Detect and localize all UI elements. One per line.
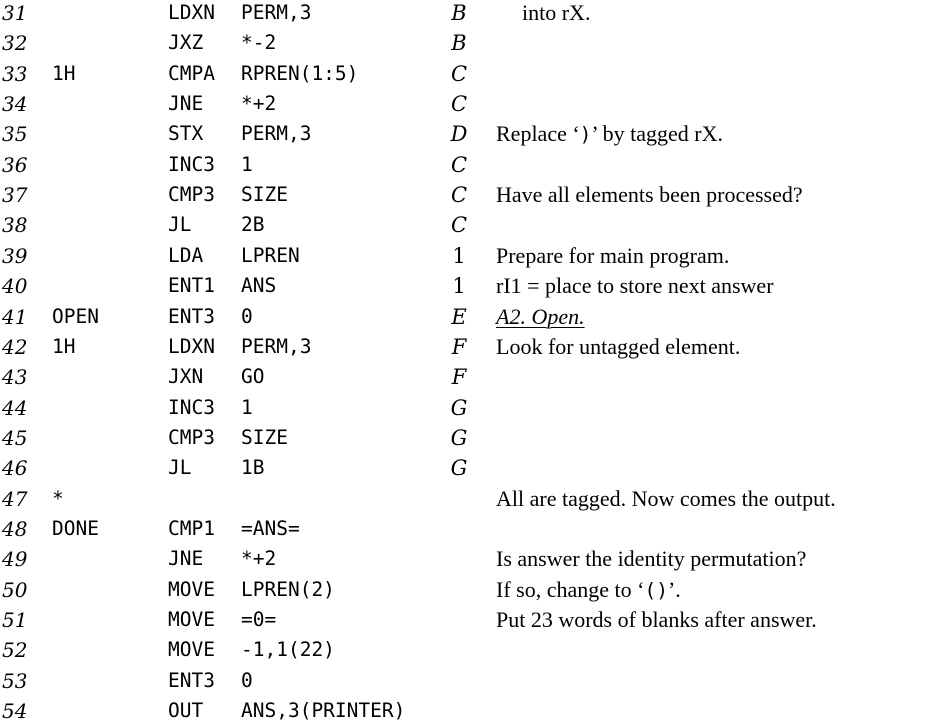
- remark-text: ’ by tagged rX.: [591, 121, 723, 147]
- line-number: 51: [2, 608, 28, 632]
- remark: Prepare for main program.: [496, 242, 730, 268]
- address-field: SIZE: [241, 425, 288, 449]
- code-line: [0, 393, 931, 423]
- code-line: [0, 453, 931, 483]
- address-field: PERM,3: [241, 122, 312, 146]
- line-number: 43: [2, 365, 28, 390]
- opcode: ENT1: [168, 274, 215, 298]
- opcode: JXN: [168, 365, 204, 389]
- address-field: LPREN: [241, 243, 300, 267]
- remark: Have all elements been processed?: [496, 182, 803, 208]
- code-line: [0, 119, 931, 149]
- line-number: 46: [2, 456, 28, 481]
- execution-count: B: [451, 31, 467, 56]
- remark-text: Replace ‘: [496, 121, 580, 147]
- code-line: [0, 180, 931, 210]
- line-number: 54: [2, 699, 28, 724]
- address-field: ANS: [241, 274, 277, 298]
- execution-count: F: [451, 365, 467, 390]
- code-line: [0, 514, 931, 544]
- remark: [496, 575, 681, 606]
- code-line: [0, 150, 931, 180]
- address-field: 1: [241, 152, 253, 176]
- opcode: MOVE: [168, 577, 215, 601]
- location-label: OPEN: [52, 304, 99, 328]
- line-number: 49: [2, 547, 28, 572]
- opcode: JNE: [168, 92, 204, 116]
- remark: rI1 = place to store next answer: [496, 273, 774, 299]
- address-field: -1,1(22): [241, 638, 335, 662]
- opcode: CMP3: [168, 183, 215, 207]
- opcode: JXZ: [168, 31, 204, 55]
- address-field: 1B: [241, 456, 265, 480]
- opcode: INC3: [168, 152, 215, 176]
- execution-count: G: [450, 456, 468, 481]
- execution-count: F: [451, 334, 467, 359]
- line-number: 38: [2, 213, 28, 238]
- execution-count: C: [450, 213, 468, 238]
- remark: Look for untagged element.: [496, 333, 741, 359]
- execution-count: D: [450, 122, 468, 147]
- remark-code: ): [579, 123, 592, 147]
- address-field: PERM,3: [241, 334, 312, 358]
- opcode: CMP3: [168, 425, 215, 449]
- address-field: *+2: [241, 92, 277, 116]
- execution-count: G: [450, 425, 468, 450]
- code-line: [0, 696, 931, 726]
- code-line: [0, 423, 931, 453]
- line-number: 33: [2, 61, 28, 86]
- code-line: [0, 362, 931, 392]
- execution-count: C: [450, 183, 468, 208]
- opcode: ENT3: [168, 304, 215, 328]
- code-line: [0, 89, 931, 119]
- address-field: PERM,3: [241, 1, 312, 24]
- execution-count: B: [451, 1, 467, 25]
- location-label: 1H: [52, 61, 76, 85]
- address-field: *-2: [241, 31, 277, 55]
- execution-count: C: [450, 61, 468, 86]
- address-field: SIZE: [241, 183, 288, 207]
- address-field: ANS,3(PRINTER): [241, 699, 406, 723]
- code-line: [0, 59, 931, 89]
- remark: A2. Open.: [496, 303, 585, 329]
- remark: Put 23 words of blanks after answer.: [496, 607, 817, 632]
- address-field: GO: [241, 365, 265, 389]
- line-number: 42: [2, 334, 28, 359]
- remark-text: ’.: [667, 576, 681, 602]
- opcode: LDA: [168, 243, 204, 267]
- opcode: CMPA: [168, 61, 215, 85]
- opcode: JNE: [168, 547, 204, 571]
- remark-code: (): [644, 578, 668, 602]
- line-number: 32: [2, 31, 28, 56]
- address-field: 1: [241, 395, 253, 419]
- address-field: *+2: [241, 547, 277, 571]
- line-number: 31: [2, 1, 28, 25]
- address-field: 2B: [241, 213, 265, 237]
- opcode: JL: [168, 213, 192, 237]
- line-number: 47: [2, 486, 28, 511]
- line-number: 36: [2, 152, 28, 177]
- code-line: [0, 544, 931, 574]
- remark: All are tagged. Now comes the output.: [496, 485, 836, 511]
- address-field: 0: [241, 668, 253, 692]
- opcode: MOVE: [168, 608, 215, 631]
- line-number: 39: [2, 243, 28, 268]
- code-line: [0, 271, 931, 301]
- execution-count: 1: [452, 243, 466, 268]
- line-number: 37: [2, 183, 28, 208]
- opcode: OUT: [168, 699, 204, 723]
- address-field: =0=: [241, 608, 277, 631]
- address-field: =ANS=: [241, 516, 300, 540]
- opcode: MOVE: [168, 638, 215, 662]
- opcode: INC3: [168, 395, 215, 419]
- location-label: DONE: [52, 516, 99, 540]
- opcode: ENT3: [168, 668, 215, 692]
- code-line: [0, 28, 931, 58]
- address-field: 0: [241, 304, 253, 328]
- line-number: 53: [2, 668, 28, 693]
- code-line: [0, 302, 931, 332]
- code-line: [0, 0, 931, 28]
- line-number: 44: [2, 395, 28, 420]
- code-line: [0, 575, 931, 605]
- execution-count: 1: [452, 274, 466, 299]
- opcode: JL: [168, 456, 192, 480]
- opcode: LDXN: [168, 1, 215, 24]
- execution-count: E: [451, 304, 467, 329]
- remark: Is answer the identity permutation?: [496, 546, 807, 572]
- line-number: 41: [2, 304, 28, 329]
- remark-text: If so, change to ‘: [496, 576, 645, 602]
- code-line: [0, 666, 931, 696]
- code-line: [0, 241, 931, 271]
- code-line: [0, 605, 931, 635]
- execution-count: C: [450, 92, 468, 117]
- line-number: 45: [2, 425, 28, 450]
- line-number: 50: [2, 577, 28, 602]
- code-line: [0, 635, 931, 665]
- line-number: 52: [2, 638, 28, 663]
- code-line: [0, 332, 931, 362]
- code-line: [0, 210, 931, 240]
- location-label: *: [52, 486, 64, 510]
- remark: into rX.: [522, 0, 591, 25]
- execution-count: G: [450, 395, 468, 420]
- remark: [496, 119, 723, 150]
- opcode: STX: [168, 122, 204, 146]
- line-number: 34: [2, 92, 28, 117]
- line-number: 40: [2, 274, 28, 299]
- execution-count: C: [450, 152, 468, 177]
- opcode: LDXN: [168, 334, 215, 358]
- code-line: [0, 484, 931, 514]
- line-number: 35: [2, 122, 28, 147]
- line-number: 48: [2, 516, 28, 541]
- opcode: CMP1: [168, 516, 215, 540]
- location-label: 1H: [52, 334, 76, 358]
- address-field: RPREN(1:5): [241, 61, 359, 85]
- address-field: LPREN(2): [241, 577, 335, 601]
